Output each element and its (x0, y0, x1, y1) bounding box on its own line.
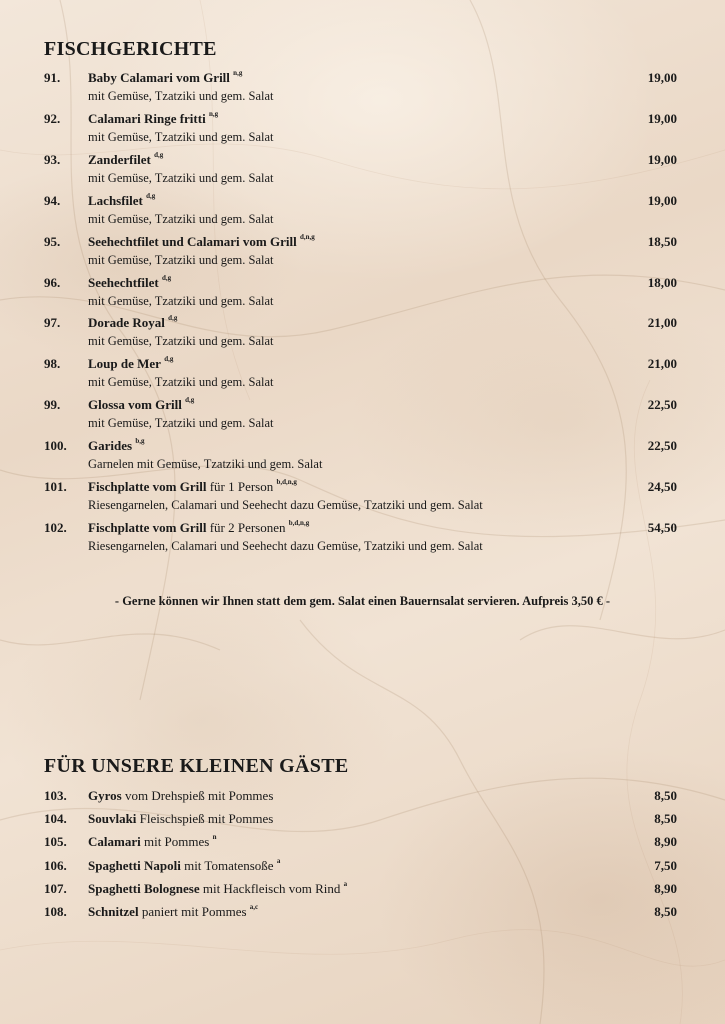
item-number: 98. (44, 356, 61, 372)
item-price: 24,50 (647, 479, 677, 494)
menu-item (0, 904, 725, 924)
item-number: 105. (44, 834, 67, 850)
allergen-codes: d,g (154, 150, 164, 159)
item-title (88, 811, 273, 827)
item-name: Spaghetti Bolognese (88, 880, 200, 896)
item-price: 22,50 (647, 397, 677, 413)
item-title (88, 356, 173, 372)
menu-item (0, 315, 725, 355)
menu-item (0, 275, 725, 315)
item-description: Riesengarnelen, Calamari und Seehecht dazu Gemüse, Tzatziki und gem. Salat (88, 538, 483, 553)
item-name: Spaghetti Napoli (88, 857, 181, 873)
menu-item (0, 858, 725, 878)
allergen-codes: n (212, 833, 217, 842)
menu-item (0, 881, 725, 901)
item-description: Garnelen mit Gemüse, Tzatziki und gem. Salat (88, 457, 323, 472)
menu-item (0, 397, 725, 437)
menu-item (0, 834, 725, 854)
item-title (88, 111, 218, 127)
item-name: Glossa vom Grill (88, 397, 182, 413)
item-price: 8,50 (654, 811, 677, 827)
item-title (88, 152, 163, 168)
item-price: 19,00 (647, 110, 677, 126)
item-number: 92. (44, 110, 61, 126)
item-price: 22,50 (647, 438, 677, 454)
item-name-extra: für 1 Person (206, 479, 274, 494)
item-name: Souvlaki (88, 811, 137, 827)
kids-section-title: FÜR UNSERE KLEINEN GÄSTE (44, 755, 349, 777)
item-name: Zanderfilet (88, 151, 151, 167)
menu-item (0, 152, 725, 192)
item-name: Calamari Ringe fritti (88, 110, 206, 126)
item-name-extra: vom Drehspieß mit Pommes (121, 788, 274, 803)
item-price: 19,00 (647, 192, 677, 208)
allergen-codes: b,d,n,g (276, 478, 297, 486)
menu-item (0, 479, 725, 519)
menu-item (0, 193, 725, 233)
item-number: 97. (44, 315, 61, 331)
salad-upgrade-note: - Gerne können wir Ihnen statt dem gem. Salat einen Bauernsalat servieren. Aufpreis 3,50 € - (114, 594, 611, 608)
item-price: 7,50 (654, 857, 677, 873)
item-number: 103. (44, 788, 67, 803)
item-number: 91. (44, 70, 61, 85)
menu-item (0, 788, 725, 808)
item-description: mit Gemüse, Tzatziki und gem. Salat (88, 293, 274, 308)
item-title (88, 479, 297, 495)
allergen-codes: b,g (135, 437, 145, 446)
item-name-extra: mit Pommes (140, 834, 210, 850)
item-name-extra: für 2 Personen (206, 519, 286, 535)
item-name: Seehechtfilet und Calamari vom Grill (88, 233, 297, 249)
item-name: Calamari (88, 834, 141, 850)
item-number: 93. (44, 151, 61, 167)
menu-item (0, 520, 725, 560)
menu-item (0, 111, 725, 151)
item-name: Baby Calamari vom Grill (88, 70, 230, 85)
item-name: Garides (88, 438, 133, 454)
allergen-codes: n,g (233, 69, 243, 77)
allergen-codes: d,n,g (299, 232, 315, 241)
item-price: 54,50 (647, 519, 677, 535)
item-title (88, 788, 273, 804)
item-title (88, 858, 280, 874)
item-title (88, 904, 258, 920)
item-price: 18,50 (647, 233, 677, 249)
allergen-codes: b,d,n,g (288, 518, 310, 527)
item-number: 100. (44, 438, 67, 454)
item-description: mit Gemüse, Tzatziki und gem. Salat (88, 211, 274, 226)
item-price: 8,50 (654, 904, 677, 919)
allergen-codes: d,g (146, 191, 156, 200)
item-title (88, 438, 144, 454)
item-name: Fischplatte vom Grill (88, 519, 207, 535)
allergen-codes: a (276, 856, 281, 865)
menu-item (0, 356, 725, 396)
item-name-extra: mit Tomatensoße (180, 857, 274, 873)
item-title (88, 397, 194, 413)
item-number: 96. (44, 274, 61, 290)
menu-item (0, 234, 725, 274)
item-title (88, 275, 171, 291)
item-name: Dorade Royal (88, 315, 165, 331)
item-name: Loup de Mer (88, 356, 161, 372)
item-name-extra: mit Hackfleisch vom Rind (199, 880, 341, 896)
item-name: Fischplatte vom Grill (88, 479, 207, 494)
item-title (88, 881, 347, 897)
menu-item (0, 438, 725, 478)
item-description: mit Gemüse, Tzatziki und gem. Salat (88, 129, 274, 144)
item-description: mit Gemüse, Tzatziki und gem. Salat (88, 334, 274, 349)
item-title (88, 70, 242, 86)
allergen-codes: a (343, 879, 348, 888)
item-number: 102. (44, 519, 67, 535)
allergen-codes: a,c (249, 903, 259, 911)
item-description: Riesengarnelen, Calamari und Seehecht dazu Gemüse, Tzatziki und gem. Salat (88, 498, 483, 512)
item-title (88, 315, 177, 331)
allergen-codes: d,g (164, 355, 174, 364)
item-name-extra: Fleischspieß mit Pommes (136, 811, 274, 827)
item-name: Lachsfilet (88, 192, 143, 208)
item-price: 8,50 (654, 788, 677, 803)
item-number: 106. (44, 857, 67, 873)
item-price: 8,90 (654, 834, 677, 850)
item-title (88, 193, 155, 209)
item-name: Gyros (88, 788, 122, 803)
item-number: 101. (44, 479, 67, 494)
item-name: Schnitzel (88, 904, 139, 919)
item-number: 104. (44, 811, 67, 827)
menu-item (0, 70, 725, 110)
item-number: 94. (44, 192, 61, 208)
item-price: 21,00 (647, 356, 677, 372)
fish-section-title: FISCHGERICHTE (44, 38, 217, 60)
item-number: 95. (44, 233, 61, 249)
item-number: 108. (44, 904, 67, 919)
item-title (88, 834, 217, 850)
item-number: 99. (44, 397, 61, 413)
allergen-codes: d,g (168, 314, 178, 323)
item-price: 8,90 (654, 880, 677, 896)
allergen-codes: d,g (162, 273, 172, 282)
item-description: mit Gemüse, Tzatziki und gem. Salat (88, 252, 274, 267)
item-title (88, 520, 309, 536)
item-title (88, 234, 315, 250)
menu-item (0, 811, 725, 831)
allergen-codes: n,g (208, 109, 219, 118)
item-name-extra: paniert mit Pommes (138, 904, 247, 919)
item-number: 107. (44, 880, 67, 896)
item-price: 18,00 (647, 274, 677, 290)
allergen-codes: d,g (185, 396, 195, 405)
item-price: 19,00 (647, 70, 677, 85)
item-price: 19,00 (647, 151, 677, 167)
item-description: mit Gemüse, Tzatziki und gem. Salat (88, 170, 274, 185)
item-description: mit Gemüse, Tzatziki und gem. Salat (88, 416, 274, 431)
item-price: 21,00 (647, 315, 677, 331)
item-description: mit Gemüse, Tzatziki und gem. Salat (88, 89, 274, 103)
item-name: Seehechtfilet (88, 274, 159, 290)
item-description: mit Gemüse, Tzatziki und gem. Salat (88, 375, 274, 390)
